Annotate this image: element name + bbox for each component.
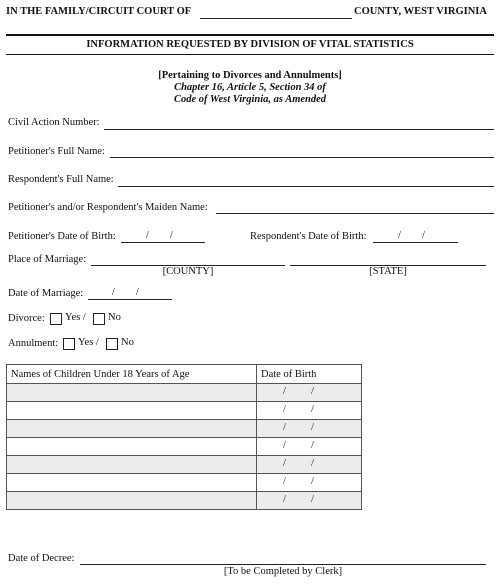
table-row[interactable] <box>7 384 362 402</box>
court-prefix: IN THE FAMILY/CIRCUIT COURT OF <box>6 6 192 17</box>
date-slash: / <box>283 440 286 451</box>
date-slash: / <box>398 230 401 241</box>
table-row[interactable] <box>7 402 362 420</box>
petitioner-name-field[interactable] <box>110 157 494 158</box>
annulment-yes-checkbox[interactable] <box>63 338 75 350</box>
child-name-cell[interactable] <box>7 474 257 492</box>
table-row[interactable] <box>7 438 362 456</box>
child-dob-cell[interactable] <box>257 456 362 474</box>
civil-action-field[interactable] <box>104 129 494 130</box>
date-slash: / <box>311 422 314 433</box>
col-dob-header: Date of Birth <box>257 365 362 384</box>
maiden-name-label: Petitioner's and/or Respondent's Maiden Name: <box>8 202 208 213</box>
civil-action-label: Civil Action Number: <box>8 117 100 128</box>
petitioner-name-label: Petitioner's Full Name: <box>8 146 105 157</box>
date-slash: / <box>311 386 314 397</box>
clerk-note: [To be Completed by Clerk] <box>223 566 343 577</box>
date-slash: / <box>112 287 115 298</box>
date-slash: / <box>311 476 314 487</box>
respondent-name-label: Respondent's Full Name: <box>8 174 114 185</box>
court-suffix: COUNTY, WEST VIRGINIA <box>354 6 487 17</box>
maiden-name-field[interactable] <box>216 213 494 214</box>
date-slash: / <box>283 386 286 397</box>
date-slash: / <box>283 404 286 415</box>
annulment-no-checkbox[interactable] <box>106 338 118 350</box>
date-of-decree-field[interactable] <box>80 564 486 565</box>
child-name-cell[interactable] <box>7 492 257 510</box>
subtitle-line1: [Pertaining to Divorces and Annulments] <box>158 70 342 81</box>
petitioner-dob-label: Petitioner's Date of Birth: <box>8 231 116 242</box>
child-name-cell[interactable] <box>7 420 257 438</box>
child-name-cell[interactable] <box>7 402 257 420</box>
child-dob-cell[interactable] <box>257 420 362 438</box>
child-name-cell[interactable] <box>7 456 257 474</box>
child-dob-cell[interactable] <box>257 402 362 420</box>
table-row[interactable] <box>7 456 362 474</box>
subtitle-line3: Code of West Virginia, as Amended <box>173 94 327 105</box>
date-slash: / <box>422 230 425 241</box>
date-slash: / <box>146 230 149 241</box>
date-slash: / <box>136 287 139 298</box>
county-caption: [COUNTY] <box>162 266 214 277</box>
divorce-yes-checkbox[interactable] <box>50 313 62 325</box>
annulment-label: Annulment: <box>8 338 59 349</box>
date-slash: / <box>311 494 314 505</box>
date-slash: / <box>311 404 314 415</box>
respondent-name-field[interactable] <box>118 186 494 187</box>
child-dob-cell[interactable] <box>257 492 362 510</box>
table-row[interactable] <box>7 492 362 510</box>
date-of-marriage-label: Date of Marriage: <box>8 288 84 299</box>
child-dob-cell[interactable] <box>257 384 362 402</box>
date-of-decree-label: Date of Decree: <box>8 553 75 564</box>
children-table <box>6 364 362 510</box>
header-rule-top <box>6 34 494 36</box>
section-title: INFORMATION REQUESTED BY DIVISION OF VITAL STATISTICS <box>86 39 414 50</box>
divorce-yes-label: Yes / <box>65 312 86 323</box>
respondent-dob-field[interactable] <box>373 242 458 243</box>
date-slash: / <box>311 440 314 451</box>
county-name-field[interactable] <box>200 18 352 19</box>
header-rule-bottom <box>6 54 494 55</box>
respondent-dob-label: Respondent's Date of Birth: <box>250 231 367 242</box>
col-names-header: Names of Children Under 18 Years of Age <box>7 365 257 384</box>
place-of-marriage-label: Place of Marriage: <box>8 254 87 265</box>
table-header-row <box>7 365 362 384</box>
table-row[interactable] <box>7 420 362 438</box>
child-name-cell[interactable] <box>7 438 257 456</box>
date-slash: / <box>283 458 286 469</box>
child-dob-cell[interactable] <box>257 438 362 456</box>
table-row[interactable] <box>7 474 362 492</box>
state-caption: [STATE] <box>369 266 407 277</box>
divorce-label: Divorce: <box>8 313 45 324</box>
subtitle-line2: Chapter 16, Article 5, Section 34 of <box>174 82 326 93</box>
child-name-cell[interactable] <box>7 384 257 402</box>
divorce-no-checkbox[interactable] <box>93 313 105 325</box>
date-slash: / <box>283 494 286 505</box>
date-slash: / <box>170 230 173 241</box>
divorce-no-label: No <box>108 312 121 323</box>
date-of-marriage-field[interactable] <box>88 299 172 300</box>
child-dob-cell[interactable] <box>257 474 362 492</box>
annulment-no-label: No <box>121 337 134 348</box>
annulment-yes-label: Yes / <box>78 337 99 348</box>
date-slash: / <box>311 458 314 469</box>
petitioner-dob-field[interactable] <box>121 242 205 243</box>
date-slash: / <box>283 422 286 433</box>
date-slash: / <box>283 476 286 487</box>
